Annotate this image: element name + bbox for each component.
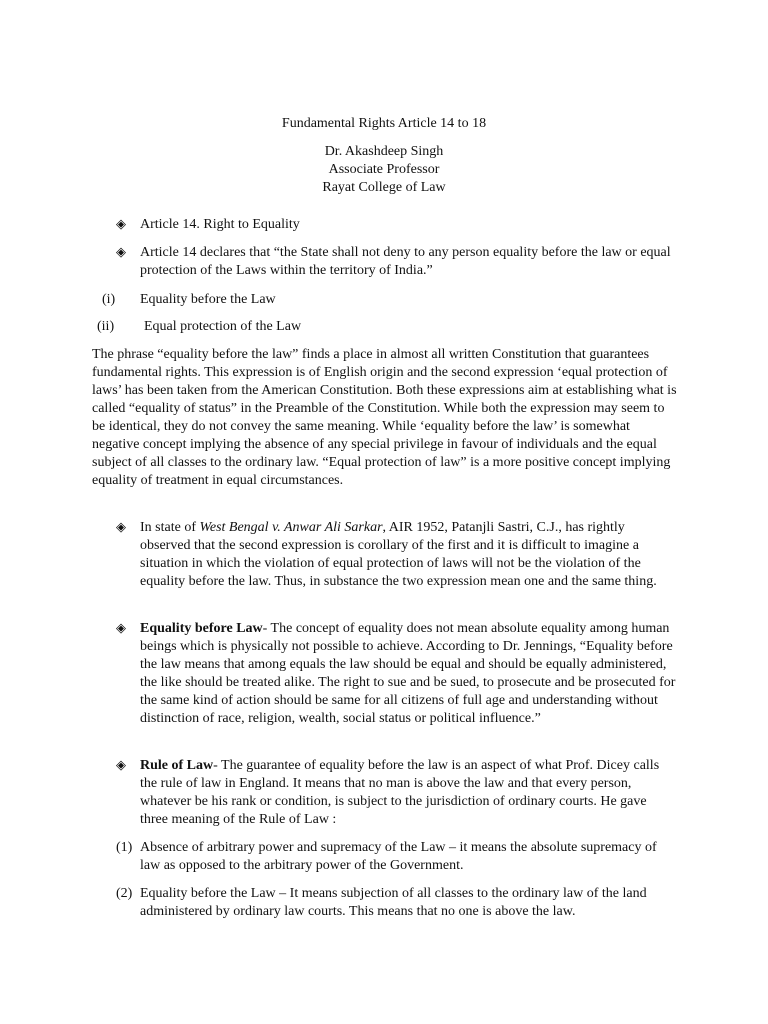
- list-item-absence-arbitrary-power: Absence of arbitrary power and supremacy of the Law – it means the absolute supremacy of law as opposed to the arbitrary power of the Government.: [140, 840, 657, 873]
- rule-heading: Rule of Law: [140, 758, 214, 773]
- author-name: Dr. Akashdeep Singh: [324, 144, 444, 159]
- equality-heading: Equality before Law: [140, 621, 263, 636]
- list-item-equality-before-law: Equality before the Law: [140, 292, 276, 307]
- author-position: Associate Professor: [328, 162, 440, 177]
- diamond-bullet-icon: ◈: [116, 217, 126, 232]
- list-label-2: (2): [116, 886, 133, 901]
- equality-text: - The concept of equality does not mean absolute equality among human beings which is physically not possible to achieve. According to Dr. Jennings, “Equality before the law means that among equals the law should be equal and should be equally administered, the like should be treated alike. The right to sue and be sued, to prosecute and be prosecuted for the same kind of action should be same for all citizens of full age and understanding without distinction of race, religion, wealth, social status or political influence.”: [140, 621, 676, 726]
- bullet-equality-before-law: [140, 620, 678, 728]
- bullet-article-14: Article 14. Right to Equality: [140, 217, 300, 232]
- case-rest: , AIR 1952, Patanjli Sastri, C.J., has rightly observed that the second expression is corollary of the first and it is difficult to imagine a situation in which the violation of equal protection of laws will not be the violation of the equality before the law. Thus, in substance the two expression mean one and the same thing.: [140, 520, 657, 589]
- bullet-article-14-declares: Article 14 declares that “the State shall not deny to any person equality before the law or equal protection of the Laws within the territory of India.”: [140, 245, 671, 278]
- author-institution: Rayat College of Law: [322, 180, 446, 195]
- diamond-bullet-icon: ◈: [116, 520, 126, 535]
- diamond-bullet-icon: ◈: [116, 245, 126, 260]
- list-label-ii: (ii): [97, 319, 115, 334]
- case-name: West Bengal v. Anwar Ali Sarkar: [199, 520, 383, 535]
- document-title: Fundamental Rights Article 14 to 18: [281, 116, 487, 131]
- list-item-equal-protection: Equal protection of the Law: [144, 319, 302, 334]
- diamond-bullet-icon: ◈: [116, 621, 126, 636]
- body-paragraph: The phrase “equality before the law” finds a place in almost all written Constitution that guarantees fundamental rights. This expression is of English origin and the second expression ‘equal protection of laws’ has been taken from the American Constitution. Both these expressions aim at establishing what is called “equality of status” in the Preamble of the Constitution. While both the expression may seem to be identical, they do not convey the same meaning. While ‘equality before the law’ is somewhat negative concept implying the absence of any special privilege in favour of individuals and the equal subject of all classes to the ordinary law. “Equal protection of law” is a more positive concept implying equality of treatment in equal circumstances.: [92, 347, 677, 488]
- list-label-1: (1): [116, 840, 133, 855]
- list-label-i: (i): [102, 292, 116, 307]
- bullet-case-west-bengal: [140, 519, 678, 591]
- case-prefix: In state of: [140, 520, 200, 535]
- list-item-equality-before-law-2: Equality before the Law – It means subjection of all classes to the ordinary law of the land administered by ordinary law courts. This means that no one is above the law.: [140, 886, 647, 919]
- bullet-rule-of-law: [140, 757, 678, 829]
- rule-text: - The guarantee of equality before the law is an aspect of what Prof. Dicey calls the rule of law in England. It means that no man is above the law and that every person, whatever be his rank or condition, is subject to the jurisdiction of ordinary courts. He gave three meaning of the Rule of Law :: [140, 758, 660, 827]
- diamond-bullet-icon: ◈: [116, 758, 126, 773]
